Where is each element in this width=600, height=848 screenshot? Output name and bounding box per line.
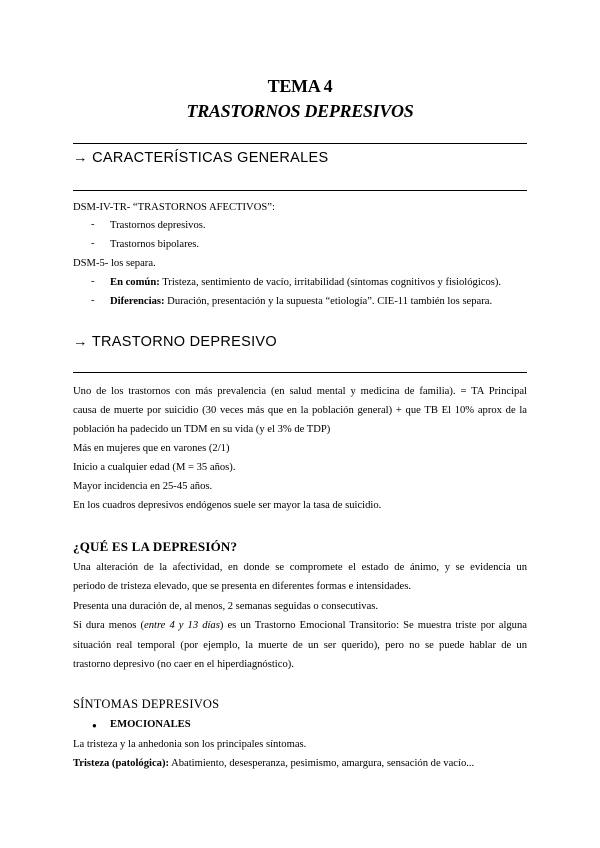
- paragraph-line: Una alteración de la afectividad, en donde se compromete el estado de ánimo, y se evidencia un: [73, 562, 527, 573]
- title-divider: [73, 143, 527, 144]
- list-item: Trastornos bipolares.: [110, 239, 200, 250]
- list-dash: -: [91, 295, 95, 306]
- dsm5-line: DSM-5- los separa.: [73, 258, 156, 269]
- paragraph-line: población ha padecido un TDM en su vida (y el 3% de TDP): [73, 424, 331, 435]
- section-heading-trastorno: → TRASTORNO DEPRESIVO: [73, 334, 277, 350]
- list-item-text: Tristeza, sentimiento de vacío, irritabilidad (síntomas cognitivos y fisiológicos).: [159, 277, 502, 288]
- text-span: ) es un Trastorno Emocional Transitorio: Se muestra triste por alguna: [219, 620, 527, 631]
- text-span: Abatimiento, desesperanza, pesimismo, amargura, sensación de vacío...: [169, 758, 475, 769]
- text-line: Presenta una duración de, al menos, 2 semanas seguidas o consecutivas.: [73, 601, 379, 612]
- paragraph-line: Uno de los trastornos con más prevalencia (en salud mental y medicina de familia). = TA Principal: [73, 386, 527, 397]
- section-heading-caracteristicas: → CARACTERÍSTICAS GENERALES: [73, 150, 329, 166]
- list-item: [110, 276, 501, 290]
- emphasis-text: entre 4 y 13 días: [144, 620, 220, 631]
- text-line: Inicio a cualquier edad (M = 35 años).: [73, 462, 236, 473]
- list-dash: -: [91, 276, 95, 287]
- list-dash: -: [91, 238, 95, 249]
- document-subtitle: TRASTORNOS DEPRESIVOS: [186, 101, 414, 121]
- paragraph-line: situación real temporal (por ejemplo, la muerte de un ser querido), pero no se puede hablar de un: [73, 640, 527, 651]
- list-item-text: Duración, presentación y la supuesta “etiología”. CIE-11 también los separa.: [164, 296, 493, 307]
- text-line: La tristeza y la anhedonia son los principales síntomas.: [73, 739, 307, 750]
- bullet-icon: ●: [92, 721, 97, 730]
- paragraph-line: causa de muerte por suicidio (30 veces más que en la población general) + que TB El 10% aprox de la: [73, 405, 527, 416]
- text-line: Más en mujeres que en varones (2/1): [73, 443, 230, 454]
- text-label: Tristeza (patológica):: [73, 758, 170, 769]
- list-item-label: En común:: [110, 277, 160, 288]
- bullet-label: EMOCIONALES: [110, 719, 191, 730]
- section-heading-sintomas: SÍNTOMAS DEPRESIVOS: [73, 697, 220, 711]
- paragraph-line: [73, 619, 527, 633]
- text-line: [73, 757, 474, 771]
- section-divider: [73, 190, 527, 191]
- paragraph-line: periodo de tristeza elevado, que se presenta en diferentes formas e intensidades.: [73, 581, 411, 592]
- list-item: Trastornos depresivos.: [110, 220, 206, 231]
- dsm4-line: DSM-IV-TR- “TRASTORNOS AFECTIVOS”:: [73, 202, 275, 213]
- text-span: Si dura menos (: [73, 620, 145, 631]
- list-dash: -: [91, 219, 95, 230]
- text-line: Mayor incidencia en 25-45 años.: [73, 481, 213, 492]
- section-divider: [73, 372, 527, 373]
- text-line: En los cuadros depresivos endógenos suele ser mayor la tasa de suicidio.: [73, 500, 382, 511]
- document-title: TEMA 4: [267, 76, 333, 96]
- paragraph-line: trastorno depresivo (no caer en el hiperdiagnóstico).: [73, 659, 294, 670]
- list-item-label: Diferencias:: [110, 296, 165, 307]
- list-item: [110, 295, 492, 309]
- section-heading-que-es: ¿QUÉ ES LA DEPRESIÓN?: [73, 539, 238, 554]
